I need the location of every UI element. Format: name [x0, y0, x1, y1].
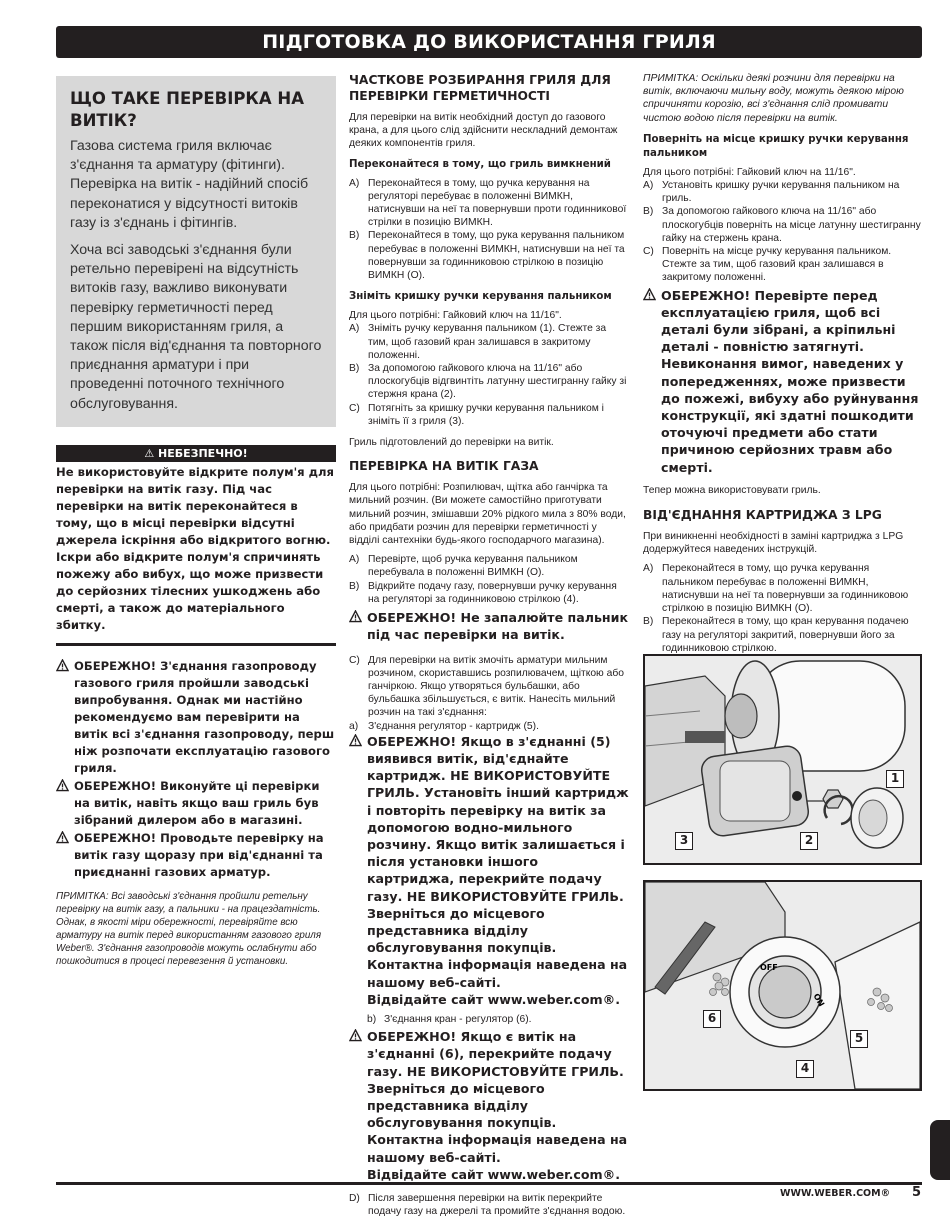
warning-paragraph: [56, 778, 336, 829]
regulator-illustration: [645, 882, 920, 1089]
figure-remove-knob: [643, 654, 922, 865]
list-letter: b): [367, 1013, 377, 1025]
list-item-text: Зніміть ручку керування пальником (1). Стежте за тим, щоб газовий кран залишався в закритому положенні.: [368, 323, 607, 361]
callout-4: 4: [796, 1060, 814, 1078]
list-letter: A): [349, 323, 360, 335]
leak-check-info-box: [56, 76, 336, 427]
list-item: [349, 654, 629, 720]
list-item: [349, 177, 629, 230]
list-item-text: Переконайтеся в тому, що кран керування подачею газу на регуляторі закритий, повернувши його за годинниковою стрілкою.: [662, 616, 909, 654]
list-item: [349, 229, 629, 282]
list-letter: B): [349, 580, 360, 592]
list-item-text: За допомогою гайкового ключа на 11/16" або плоскогубців поверніть на місце латунну шестигранну гайку на стержень крана.: [662, 206, 921, 244]
list-letter: B): [643, 206, 654, 218]
section-heading-disconnect-cartridge: ВІД'ЄДНАННЯ КАРТРИДЖА З LPG: [643, 508, 882, 523]
section-heading-leak-check: ПЕРЕВІРКА НА ВИТІК ГАЗА: [349, 459, 539, 474]
list-letter: A): [643, 180, 654, 192]
sub-list-item: [367, 1013, 629, 1026]
corrosion-note: ПРИМІТКА: Оскільки деякі розчини для перевірки на витік, включаючи мильну воду, можуть деякою мірою спричиняти корозію, всі з'єднання слід промивати чистою водою після перевірки на витік.: [643, 73, 904, 124]
warning-text: ОБЕРЕЖНО! Проводьте перевірку на витік газу щоразу при від'єднанні та приєднанні газових арматур.: [74, 830, 324, 879]
warning-paragraph: [349, 609, 629, 643]
sub-list-item: [349, 720, 629, 733]
subheading-reinstall-cover: Поверніть на місце кришку ручки керування пальником: [643, 133, 909, 159]
list-item: [349, 580, 629, 606]
warning-triangle-icon: [349, 1029, 362, 1042]
list-item-text: Установіть кришку ручки керування пальником на гриль.: [662, 180, 900, 205]
section-edge-tab: [930, 1120, 950, 1180]
list-letter: C): [349, 402, 360, 414]
warning-triangle-icon: [56, 831, 69, 844]
list-letter: A): [643, 563, 654, 575]
list-item: [643, 245, 922, 285]
callout-2: 2: [800, 832, 818, 850]
warning-text: ОБЕРЕЖНО! Не запалюйте пальник під час перевірки на витік.: [367, 610, 628, 643]
warning-paragraph: [349, 733, 629, 1008]
section-heading-partial-disassembly: ЧАСТКОВЕ РОЗБИРАННЯ ГРИЛЯ ДЛЯ ПЕРЕВІРКИ ГЕРМЕТИЧНОСТІ: [349, 73, 611, 103]
danger-text: Не використовуйте відкрите полум'я для перевірки на витік газу. Під час перевірки на витік переконайтеся в тому, що в місці перевірки відсутні джерела іскріння або відкритого вогню. Іскри або відкрите полум'я спричинять пожежу або вибух, що може призвести до серйозних тілесних ушкоджень або смерті, а також до матеріального збитку.: [56, 464, 334, 632]
factory-note: ПРИМІТКА: Всі заводські з'єднання пройшли ретельну перевірку на витік газу, а пальники - на працездатність. Однак, в якості міри обережності, перевіряйте всю арматуру на витік перед використанням газового гриля Weber®. З'єднання газопроводів можуть ослабнути або пошкодитися в процесі перевезення й установки.: [56, 890, 322, 967]
list-item-text: Переконайтеся в тому, що ручка керування пальником перебуває в положенні ВИМКН, натиснувши на неї та повернувши за годинниковою стрілкою в позицію ВИМКН (O).: [662, 563, 909, 615]
list-letter: B): [643, 616, 654, 628]
body-text: Для цього потрібні: Розпилювач, щітка або ганчірка та мильний розчин. (Ви можете самостійно приготувати мильний розчин, змішавши 20% рідкого мила з 80% води, або придбати розчин для перевірки герметичності у відділі сантехніки будь-якого господарчого магазина).: [349, 482, 626, 547]
danger-label: НЕБЕЗПЕЧНО!: [158, 446, 248, 460]
column-right: [643, 72, 922, 681]
body-text: При виникненні необхідності в заміні картриджа з LPG додержуйтеся наведених інструкцій.: [643, 531, 904, 556]
list-letter: B): [349, 230, 360, 242]
tools-needed: Для цього потрібні: Гайковий ключ на 11/16".: [349, 310, 562, 322]
info-box-paragraph: Хоча всі заводські з'єднання були ретельно перевірені на відсутність витоків газу, важливо виконувати перевірку герметичності перед першим використанням гриля, а також після від'єднання та повторного приєднання арматури і при проведенні поточного технічного обслуговування.: [70, 242, 322, 412]
subheading-remove-cover: Зніміть кришку ручки керування пальником: [349, 291, 612, 303]
list-item: [349, 322, 629, 362]
list-item: [643, 205, 922, 245]
list-letter: C): [643, 246, 654, 258]
warning-triangle-icon: ⚠: [144, 446, 155, 460]
warning-triangle-icon: [349, 734, 362, 747]
subheading-grill-off: Переконайтеся в тому, що гриль вимкнений: [349, 158, 611, 170]
list-item-text: Потягніть за кришку ручки керування пальником і зніміть її з гриля (3).: [368, 402, 604, 427]
website-reference: Відвідайте сайт www.weber.com®.: [367, 1166, 620, 1182]
list-item: [643, 562, 922, 615]
footer-url: WWW.WEBER.COM®: [780, 1188, 891, 1199]
footer-rule: [56, 1182, 922, 1185]
warning-text: ОБЕРЕЖНО! З'єднання газопроводу газового гриля пройшли заводські випробування. Однак ми настійно рекомендуємо вам перевірити на витік всі з'єднання газопроводу, перш ніж розпочати експлуатацію газового гриля.: [74, 658, 335, 775]
website-reference: Відвідайте сайт www.weber.com®.: [367, 991, 620, 1007]
list-letter: A): [349, 554, 360, 566]
callout-3: 3: [675, 832, 693, 850]
list-item-text: З'єднання кран - регулятор (6).: [384, 1013, 532, 1025]
list-item-text: За допомогою гайкового ключа на 11/16" або плоскогубців відгвинтіть латунну шестигранну гайку зі стержня крана (2).: [368, 363, 627, 401]
warning-triangle-icon: [56, 659, 69, 672]
warning-text: ОБЕРЕЖНО! Якщо є витік на з'єднанні (6), перекрийте подачу газу. НЕ ВИКОРИСТОВУЙТЕ ГРИЛЬ. Зверніться до місцевого представника відділу обслуговування покупців. Контактна інформація наведена на нашому веб-сайті.: [367, 1029, 628, 1165]
body-text: Гриль підготовлений до перевірки на витік.: [349, 437, 554, 449]
list-letter: C): [349, 654, 360, 666]
list-letter: B): [349, 363, 360, 375]
column-left: [56, 76, 336, 968]
page-title: ПІДГОТОВКА ДО ВИКОРИСТАННЯ ГРИЛЯ: [262, 31, 716, 53]
body-text: Для перевірки на витік необхідний доступ до газового крана, а для цього слід здійснити нескладний демонтаж деяких компонентів гриля.: [349, 112, 618, 150]
page-number: 5: [912, 1185, 922, 1200]
list-item: [349, 362, 629, 402]
list-item-text: Відкрийте подачу газу, повернувши ручку керування на регуляторі за годинниковою стрілкою (4).: [368, 580, 617, 605]
info-box-paragraph: Газова система гриля включає з'єднання та арматуру (фітинги). Перевірка на витік - надійний спосіб переконатися у відсутності витоків газу із з'єднань і фітингів.: [70, 138, 309, 231]
knob-on-label: ON: [811, 992, 827, 1009]
warning-paragraph: [56, 658, 336, 777]
warning-paragraph: [56, 830, 336, 881]
list-item: [349, 1192, 629, 1218]
warning-text: ОБЕРЕЖНО! Виконуйте ці перевірки на витік, навіть якщо ваш гриль був зібраний дилером або в магазині.: [74, 778, 320, 827]
warning-triangle-icon: [349, 610, 362, 623]
warning-triangle-icon: [56, 779, 69, 792]
warning-text: ОБЕРЕЖНО! Перевірте перед експлуатацією гриля, щоб всі деталі були зібрані, а кріпильні деталі - повністю затягнуті. Невиконання вимог, наведених у попередженнях, може призвести до пожежі, вибуху або руйнування конструкції, які здатні пошкодити оточуючі предмети або стати причиною серйозних травм або смерті.: [661, 287, 919, 475]
knob-off-label: OFF: [760, 963, 778, 972]
list-item: [643, 179, 922, 205]
info-box-title: ЩО ТАКЕ ПЕРЕВІРКА НА ВИТІК?: [70, 89, 305, 130]
danger-heading: [56, 445, 336, 462]
tools-needed: Для цього потрібні: Гайковий ключ на 11/16".: [643, 166, 856, 178]
list-item: [349, 553, 629, 579]
list-letter: a): [349, 720, 359, 732]
list-letter: D): [349, 1193, 360, 1204]
list-item-text: Перевірте, щоб ручка керування пальником перебувала в положенні ВИМКН (O).: [368, 554, 578, 579]
list-item-text: Переконайтеся в тому, що рука керування пальником перебуває в положенні ВИМКН, натиснувши на неї та повернувши за годинниковою стрілкою в позицію ВИМКН (O).: [368, 230, 625, 282]
callout-5: 5: [850, 1030, 868, 1048]
warning-triangle-icon: [643, 288, 656, 301]
list-item-text: Після завершення перевірки на витік перекрийте подачу газу на джерелі та промийте з'єднання водою.: [368, 1193, 626, 1218]
warning-text: ОБЕРЕЖНО! Якщо в з'єднанні (5) виявився витік, від'єднайте картридж. НЕ ВИКОРИСТОВУЙТЕ ГРИЛЬ. Установіть інший картридж і повторіть перевірку на витік за допомогою водно-мильного розчину. Якщо витік залишається і після установки іншого картриджа, перекрийте подачу газу. НЕ ВИКОРИСТОВУЙТЕ ГРИЛЬ. Зверніться до місцевого представника відділу обслуговування покупців. Контактна інформація наведена на нашому веб-сайті.: [367, 733, 629, 990]
body-text: Тепер можна використовувати гриль.: [643, 484, 821, 496]
list-item-text: Для перевірки на витік змочіть арматури мильним розчином, скориставшись розпилювачем, щіткою або ганчіркою. Якщо утворяться бульбашки, або бульбашка збільшується, є витік. Нанесіть мильний розчин на такі з'єднання:: [368, 654, 624, 719]
list-item: [643, 615, 922, 655]
callout-1: 1: [886, 770, 904, 788]
list-item-text: Поверніть на місце ручку керування пальником. Стежте за тим, щоб газовий кран залишався в закритому положенні.: [662, 246, 892, 284]
list-letter: A): [349, 177, 360, 189]
list-item: [349, 402, 629, 428]
section-divider: [56, 643, 336, 646]
figure-leak-check-bubbles: [643, 880, 922, 1091]
warning-paragraph: [349, 1028, 629, 1183]
page-header-banner: [56, 26, 922, 58]
list-item-text: З'єднання регулятор - картридж (5).: [368, 720, 539, 732]
callout-6: 6: [703, 1010, 721, 1028]
column-middle: [349, 72, 629, 1218]
warning-paragraph: [643, 287, 922, 476]
list-item-text: Переконайтеся в тому, що ручка керування на регуляторі перебуває в положенні ВИМКН, натиснувши на неї та повернувши проти годинникової стрілки в позицію ВИМКН.: [368, 177, 627, 229]
